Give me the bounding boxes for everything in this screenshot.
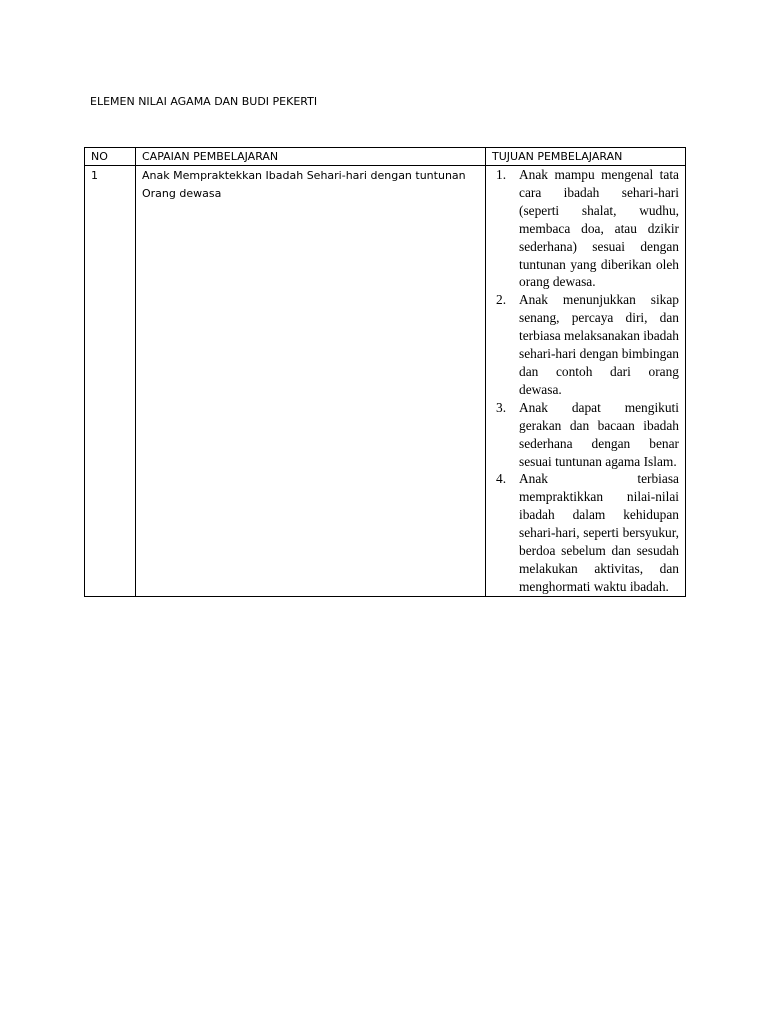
list-item: [486, 470, 679, 595]
list-item-number: 2.: [496, 292, 507, 308]
list-item: [486, 291, 679, 398]
learning-outcomes-table: [84, 147, 686, 597]
list-item: [486, 399, 679, 471]
table-row: [85, 166, 686, 597]
list-item: [486, 166, 679, 291]
list-item-number: 1.: [496, 167, 507, 182]
header-no: NO: [85, 148, 136, 166]
document-title: ELEMEN NILAI AGAMA DAN BUDI PEKERTI: [90, 95, 318, 108]
list-item-text: Anak terbiasa mempraktikkan nilai-nilai ibadah dalam kehidupan sehari-hari, seperti bersyukur, berdoa sebelum dan sesudah melakukan aktivitas, dan menghormati waktu ibadah.: [519, 471, 679, 594]
row-number-cell: 1: [85, 166, 136, 597]
tujuan-list: [486, 166, 685, 596]
list-item-text: Anak menunjukkan sikap senang, percaya diri, dan terbiasa melaksanakan ibadah sehari-hari dengan bimbingan dan contoh dari orang dewasa.: [519, 292, 679, 397]
table-header-row: [85, 148, 686, 166]
capaian-cell: Anak Mempraktekkan Ibadah Sehari-hari dengan tuntunan Orang dewasa: [136, 166, 486, 597]
header-capaian-pembelajaran: CAPAIAN PEMBELAJARAN: [136, 148, 486, 166]
list-item-number: 4.: [496, 471, 507, 487]
list-item-number: 3.: [496, 399, 507, 415]
tujuan-cell: [486, 166, 686, 597]
header-tujuan-pembelajaran: TUJUAN PEMBELAJARAN: [486, 148, 686, 166]
list-item-text: Anak mampu mengenal tata cara ibadah sehari-hari (seperti shalat, wudhu, membaca doa, atau dzikir sederhana) sesuai dengan tuntunan yang diberikan oleh orang dewasa.: [519, 167, 679, 290]
list-item-text: Anak dapat mengikuti gerakan dan bacaan ibadah sederhana dengan benar sesuai tuntunan agama Islam.: [519, 399, 679, 469]
